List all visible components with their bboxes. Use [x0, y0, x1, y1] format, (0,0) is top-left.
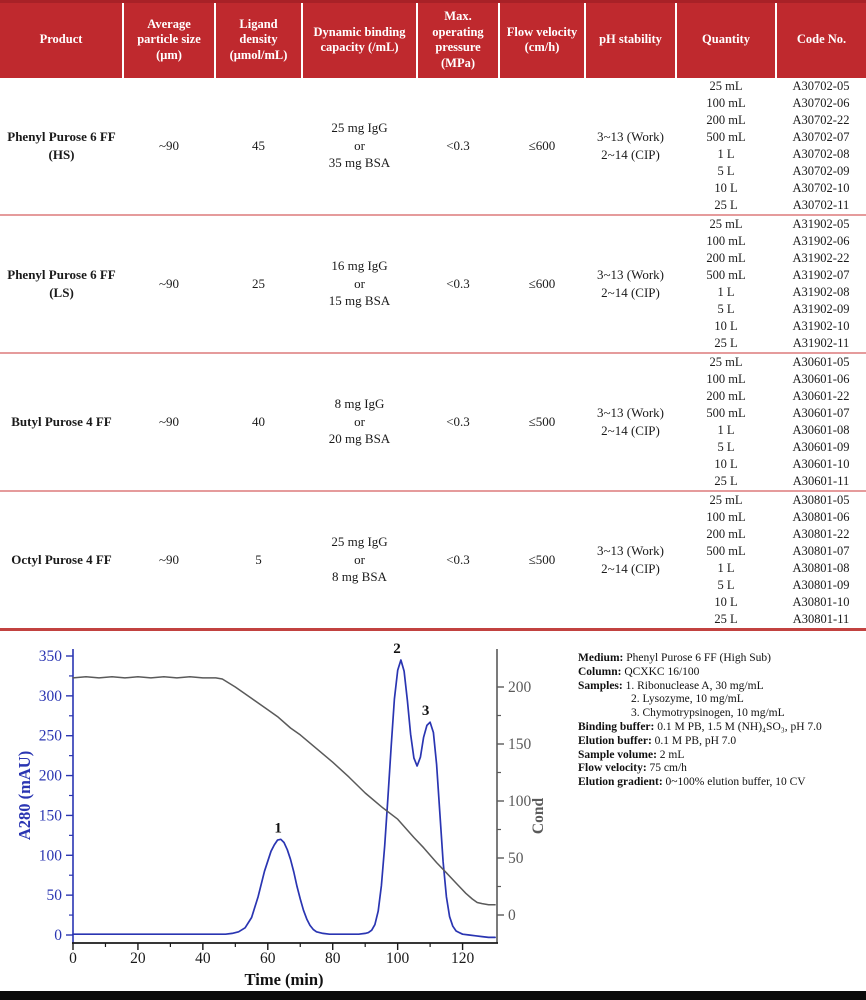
code-item: A30601-07	[792, 405, 850, 420]
quantity-item: 500 mL	[706, 543, 746, 558]
binding-capacity-line: or	[354, 137, 365, 153]
quantity-item: 1 L	[717, 146, 735, 161]
flow-velocity: ≤600	[528, 137, 556, 153]
code-item: A30601-08	[792, 422, 850, 437]
binding-capacity-line: 25 mg IgG	[331, 534, 388, 550]
binding-capacity	[302, 78, 417, 215]
run-condition-value: 0~100% elution buffer, 10 CV	[662, 776, 806, 789]
ph-stability-line: 3~13 (Work)	[597, 404, 664, 420]
x-tick-label: 40	[195, 950, 211, 967]
quantity-item: 25 L	[714, 473, 738, 488]
quantity-list	[676, 78, 776, 215]
ligand-density: 45	[252, 137, 265, 153]
binding-capacity-line: 8 mg BSA	[332, 569, 387, 585]
x-tick-label: 0	[69, 950, 77, 967]
quantity-item: 10 L	[714, 180, 738, 195]
product-name: Octyl Purose 4 FF	[11, 551, 112, 567]
product-table-header	[0, 2, 866, 78]
code-item: A31902-07	[792, 267, 850, 282]
binding-capacity	[302, 215, 417, 353]
ligand-density: 40	[252, 413, 265, 429]
col-header-ph-stability: pH stability	[585, 2, 676, 78]
left-tick-label: 200	[38, 767, 62, 785]
binding-capacity-line: or	[354, 275, 365, 291]
code-item: A30601-22	[792, 388, 850, 403]
product-row	[0, 491, 866, 630]
col-header-flow-velocity: Flow velocity (cm/h)	[499, 2, 585, 78]
quantity-item: 25 mL	[709, 492, 743, 507]
binding-capacity-line: 20 mg BSA	[328, 431, 391, 447]
code-item: A30702-07	[792, 129, 850, 144]
product-row	[0, 78, 866, 215]
left-tick-label: 100	[38, 847, 62, 865]
ph-stability	[585, 491, 676, 630]
quantity-item: 100 mL	[706, 509, 746, 524]
run-condition-line	[578, 721, 864, 735]
max-pressure: <0.3	[446, 413, 470, 429]
right-tick-label: 200	[508, 679, 532, 696]
quantity-item: 5 L	[717, 301, 735, 316]
run-condition-label: Elution gradient:	[578, 776, 663, 789]
quantity-item: 25 L	[714, 335, 738, 350]
quantity-item: 100 mL	[706, 233, 746, 248]
run-condition-value: 2 mL	[656, 748, 685, 761]
ph-stability-line: 2~14 (CIP)	[601, 284, 660, 300]
ph-stability	[585, 78, 676, 215]
col-header-binding-capacity: Dynamic binding capacity (/mL)	[302, 2, 417, 78]
quantity-item: 1 L	[717, 560, 735, 575]
particle-size: ~90	[158, 551, 180, 567]
code-item: A30801-05	[792, 492, 850, 507]
code-item: A30702-09	[792, 163, 850, 178]
quantity-item: 1 L	[717, 422, 735, 437]
peak-label-3: 3	[421, 703, 430, 720]
binding-capacity-line: 25 mg IgG	[331, 120, 388, 136]
quantity-list	[676, 353, 776, 491]
quantity-item: 25 L	[714, 611, 738, 626]
run-condition-value: QCXKC 16/100	[621, 665, 700, 678]
code-list	[776, 353, 866, 491]
run-condition-value: 0.1 M PB, 1.5 M (NH)₄SO₃, pH 7.0	[654, 720, 822, 733]
ph-stability-line: 3~13 (Work)	[597, 542, 664, 558]
run-condition-line	[578, 666, 864, 680]
quantity-item: 200 mL	[706, 112, 746, 127]
run-condition-line	[578, 762, 864, 776]
page-footer-bar	[0, 991, 866, 1000]
code-item: A30702-05	[792, 78, 850, 93]
product-row	[0, 215, 866, 353]
quantity-item: 200 mL	[706, 388, 746, 403]
quantity-item: 100 mL	[706, 371, 746, 386]
run-condition-value: 3. Chymotrypsinogen, 10 mg/mL	[631, 707, 785, 720]
right-tick-label: 50	[508, 850, 524, 867]
code-item: A30801-11	[792, 611, 850, 626]
code-item: A30702-06	[792, 95, 850, 110]
series-cond	[73, 677, 495, 905]
binding-capacity-line: 15 mg BSA	[328, 293, 391, 309]
run-condition-label: Binding buffer:	[578, 720, 655, 733]
code-item: A31902-22	[792, 250, 850, 265]
code-item: A31902-06	[792, 233, 850, 248]
run-condition-value: 75 cm/h	[646, 762, 687, 775]
left-tick-label: 250	[38, 727, 62, 745]
code-item: A30801-08	[792, 560, 850, 575]
col-header-code-no: Code No.	[776, 2, 866, 78]
binding-capacity-line: or	[354, 551, 365, 567]
product-name: Butyl Purose 4 FF	[11, 413, 112, 429]
left-tick-label: 150	[38, 807, 62, 825]
code-item: A30702-11	[792, 197, 850, 212]
ph-stability-line: 2~14 (CIP)	[601, 560, 660, 576]
quantity-item: 25 L	[714, 197, 738, 212]
x-tick-label: 20	[130, 950, 146, 967]
code-item: A30801-07	[792, 543, 850, 558]
code-list	[776, 491, 866, 630]
ph-stability	[585, 353, 676, 491]
left-tick-label: 50	[46, 887, 62, 905]
code-item: A31902-05	[792, 216, 850, 231]
chromatogram-svg	[6, 639, 562, 997]
ph-stability-line: 3~13 (Work)	[597, 128, 664, 144]
run-condition-label: Flow velocity:	[578, 762, 647, 775]
quantity-item: 5 L	[717, 577, 735, 592]
run-condition-line	[578, 707, 864, 721]
particle-size: ~90	[158, 137, 180, 153]
x-tick-label: 80	[324, 950, 341, 967]
quantity-item: 1 L	[717, 284, 735, 299]
ph-stability	[585, 215, 676, 353]
col-header-quantity: Quantity	[676, 2, 776, 78]
ligand-density: 25	[252, 275, 265, 291]
quantity-item: 10 L	[714, 456, 738, 471]
quantity-item: 5 L	[717, 439, 735, 454]
run-condition-line	[578, 776, 864, 790]
run-condition-label: Samples:	[578, 679, 623, 692]
series-a280	[73, 660, 495, 937]
run-condition-line	[578, 693, 864, 707]
code-item: A30601-11	[792, 473, 850, 488]
quantity-list	[676, 491, 776, 630]
run-conditions-panel	[578, 652, 864, 790]
flow-velocity: ≤500	[528, 413, 556, 429]
code-item: A30702-08	[792, 146, 850, 161]
run-condition-value: 0.1 M PB, pH 7.0	[651, 734, 737, 747]
code-item: A30601-09	[792, 439, 850, 454]
col-header-product: Product	[0, 2, 123, 78]
quantity-item: 500 mL	[706, 129, 746, 144]
product-table-body	[0, 78, 866, 630]
right-tick-label: 150	[508, 736, 532, 753]
right-axis-title: Cond	[530, 797, 547, 835]
binding-capacity-line: 35 mg BSA	[328, 155, 391, 171]
right-tick-label: 0	[508, 907, 516, 924]
quantity-item: 25 mL	[709, 216, 743, 231]
code-item: A31902-08	[792, 284, 850, 299]
code-item: A31902-11	[792, 335, 850, 350]
run-condition-label: Elution buffer:	[578, 734, 652, 747]
run-condition-line	[578, 749, 864, 763]
code-item: A30601-10	[792, 456, 850, 471]
x-tick-label: 60	[260, 950, 276, 967]
run-condition-value: Phenyl Purose 6 FF (High Sub)	[623, 652, 771, 664]
run-condition-line	[578, 735, 864, 749]
quantity-item: 200 mL	[706, 526, 746, 541]
code-item: A30801-09	[792, 577, 850, 592]
quantity-item: 10 L	[714, 594, 738, 609]
max-pressure: <0.3	[446, 551, 470, 567]
code-item: A31902-09	[792, 301, 850, 316]
chromatogram-chart	[6, 639, 562, 997]
code-item: A30601-05	[792, 354, 850, 369]
col-header-ligand-density: Ligand density (μmol/mL)	[215, 2, 302, 78]
code-item: A31902-10	[792, 318, 850, 333]
peak-label-2: 2	[393, 640, 401, 657]
x-tick-label: 120	[450, 950, 475, 967]
run-condition-value: 2. Lysozyme, 10 mg/mL	[631, 693, 744, 706]
binding-capacity-line: 16 mg IgG	[331, 258, 388, 274]
run-condition-label: Medium:	[578, 652, 624, 664]
code-list	[776, 215, 866, 353]
code-item: A30801-22	[792, 526, 850, 541]
code-item: A30601-06	[792, 371, 850, 386]
run-condition-line	[578, 680, 864, 694]
code-item: A30702-10	[792, 180, 850, 195]
product-name: Phenyl Purose 6 FF (LS)	[7, 266, 116, 300]
run-condition-value: 1. Ribonuclease A, 30 mg/mL	[622, 679, 764, 692]
run-condition-line	[578, 652, 864, 666]
ligand-density: 5	[255, 551, 262, 567]
right-tick-label: 100	[508, 793, 532, 810]
quantity-item: 10 L	[714, 318, 738, 333]
binding-capacity-line: or	[354, 413, 365, 429]
quantity-item: 25 mL	[709, 354, 743, 369]
code-item: A30801-06	[792, 509, 850, 524]
product-row	[0, 353, 866, 491]
flow-velocity: ≤500	[528, 551, 556, 567]
run-condition-label: Column:	[578, 665, 622, 678]
run-condition-label: Sample volume:	[578, 748, 657, 761]
left-tick-label: 0	[54, 927, 62, 944]
quantity-item: 5 L	[717, 163, 735, 178]
ph-stability-line: 3~13 (Work)	[597, 266, 664, 282]
ph-stability-line: 2~14 (CIP)	[601, 422, 660, 438]
code-item: A30702-22	[792, 112, 850, 127]
col-header-max-pressure: Max. operating pressure (MPa)	[417, 2, 499, 78]
binding-capacity-line: 8 mg IgG	[334, 396, 385, 412]
quantity-item: 500 mL	[706, 267, 746, 282]
quantity-item: 100 mL	[706, 95, 746, 110]
max-pressure: <0.3	[446, 137, 470, 153]
quantity-item: 25 mL	[709, 78, 743, 93]
ph-stability-line: 2~14 (CIP)	[601, 146, 660, 162]
max-pressure: <0.3	[446, 275, 470, 291]
binding-capacity	[302, 491, 417, 630]
quantity-item: 200 mL	[706, 250, 746, 265]
binding-capacity	[302, 353, 417, 491]
flow-velocity: ≤600	[528, 275, 556, 291]
product-name: Phenyl Purose 6 FF (HS)	[7, 128, 116, 162]
particle-size: ~90	[158, 413, 180, 429]
code-item: A30801-10	[792, 594, 850, 609]
code-list	[776, 78, 866, 215]
col-header-particle-size: Average particle size (μm)	[123, 2, 215, 78]
particle-size: ~90	[158, 275, 180, 291]
left-tick-label: 300	[38, 687, 62, 705]
quantity-list	[676, 215, 776, 353]
x-axis-title: Time (min)	[244, 970, 324, 989]
peak-label-1: 1	[274, 820, 282, 837]
quantity-item: 500 mL	[706, 405, 746, 420]
x-tick-label: 100	[386, 950, 410, 967]
left-tick-label: 350	[38, 648, 62, 665]
left-axis-title: A280 (mAU)	[15, 750, 34, 841]
